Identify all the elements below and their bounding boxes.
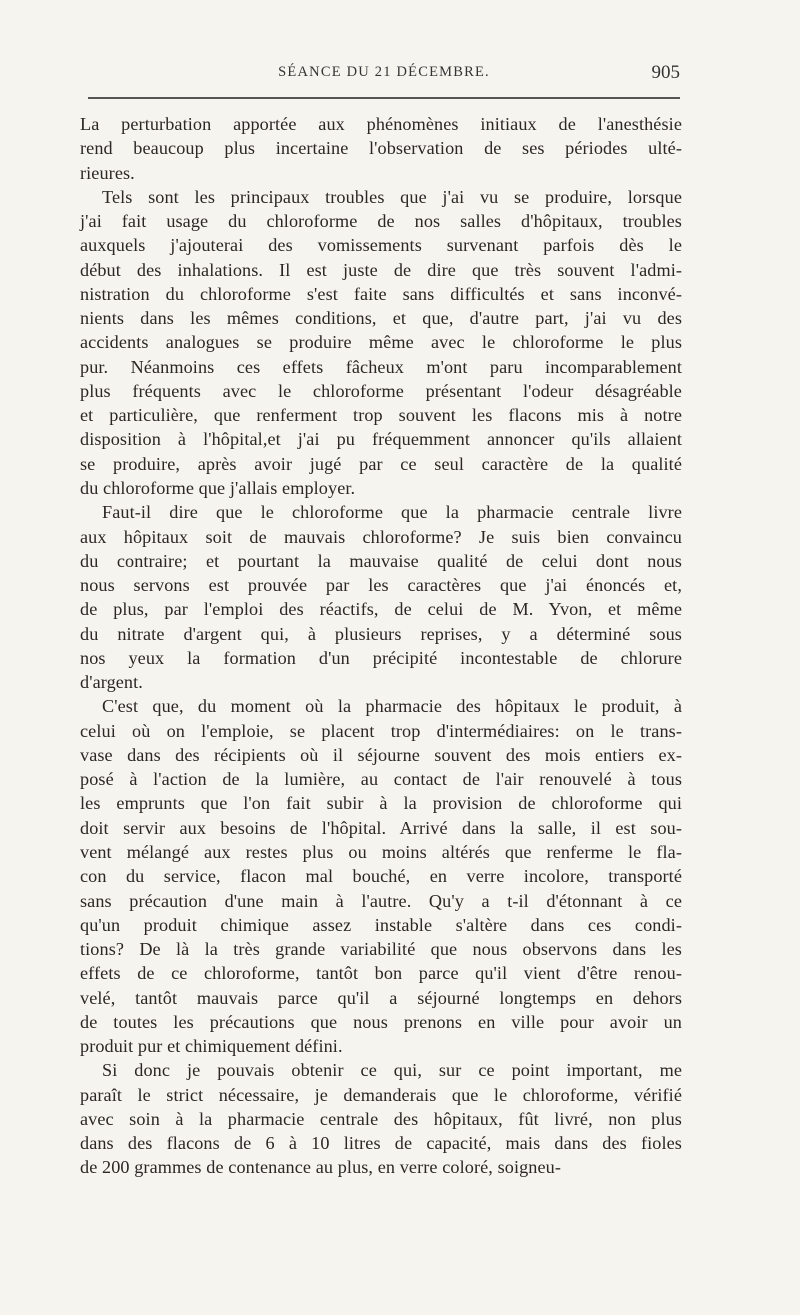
text-line: Faut-il dire que le chloroforme que la pharmacie centrale livre [102,502,682,523]
text-line: effets de ce chloroforme, tantôt bon parce qu'il vient d'être renou- [80,963,682,984]
text-line: celui où on l'emploie, se placent trop d'intermédiaires: on le trans- [80,720,682,741]
text-line: nos yeux la formation d'un précipité incontestable de chlorure [80,647,682,668]
paragraph [80,500,682,694]
text-line: rend beaucoup plus incertaine l'observation de ses périodes ulté- [80,138,682,159]
body-text [80,112,682,1180]
text-line: C'est que, du moment où la pharmacie des hôpitaux le produit, à [102,696,682,717]
text-line: aux hôpitaux soit de mauvais chloroforme? Je suis bien convaincu [80,526,682,547]
text-line: vent mélangé aux restes plus ou moins altérés que renferme le fla- [80,841,682,862]
text-line: paraît le strict nécessaire, je demanderais que le chloroforme, vérifié [80,1084,682,1105]
text-line: avec soin à la pharmacie centrale des hôpitaux, fût livré, non plus [80,1108,682,1129]
running-head [88,62,680,86]
text-line: disposition à l'hôpital,et j'ai pu fréquemment annoncer qu'ils allaient [80,429,682,450]
text-line: se produire, après avoir jugé par ce seul caractère de la qualité [80,453,682,474]
text-line: nistration du chloroforme s'est faite sans difficultés et sans inconvé- [80,283,682,304]
text-line: de toutes les précautions que nous prenons en ville pour avoir un [80,1011,682,1032]
header-rule [88,97,680,99]
text-line: nients dans les mêmes conditions, et que, d'autre part, j'ai vu des [80,308,682,329]
text-line: de 200 grammes de contenance au plus, en verre coloré, soigneu- [80,1157,562,1178]
paragraph [80,694,682,1058]
paragraph [80,1058,682,1179]
text-line: doit servir aux besoins de l'hôpital. Arrivé dans la salle, il est sou- [80,817,682,838]
text-line: d'argent. [80,672,143,693]
text-line: pur. Néanmoins ces effets fâcheux m'ont paru incomparablement [80,356,682,377]
text-line: velé, tantôt mauvais parce qu'il a séjourné longtemps en dehors [80,987,682,1008]
text-line: les emprunts que l'on fait subir à la provision de chloroforme qui [80,793,682,814]
text-line: du contraire; et pourtant la mauvaise qualité de celui dont nous [80,550,682,571]
text-line: vase dans des récipients où il séjourne souvent des mois entiers ex- [80,744,682,765]
text-line: du chloroforme que j'allais employer. [80,477,356,498]
text-line: Si donc je pouvais obtenir ce qui, sur ce point important, me [102,1060,682,1081]
text-line: posé à l'action de la lumière, au contact de l'air renouvelé à tous [80,769,682,790]
text-line: auxquels j'ajouterai des vomissements survenant parfois dès le [80,235,682,256]
text-line: tions? De là la très grande variabilité que nous observons dans les [80,939,682,960]
page-number: 905 [651,62,680,83]
paragraph [80,112,682,185]
text-line: et particulière, que renferment trop souvent les flacons mis à notre [80,405,682,426]
text-line: du nitrate d'argent qui, à plusieurs reprises, y a déterminé sous [80,623,682,644]
text-line: j'ai fait usage du chloroforme de nos salles d'hôpitaux, troubles [80,211,682,232]
text-line: Tels sont les principaux troubles que j'ai vu se produire, lorsque [102,186,682,207]
text-line: qu'un produit chimique assez instable s'altère dans ces condi- [80,914,682,935]
text-line: nous servons est prouvée par les caractères que j'ai énoncés et, [80,575,682,596]
text-line: produit pur et chimiquement défini. [80,1036,343,1057]
text-line: dans des flacons de 6 à 10 litres de capacité, mais dans des fioles [80,1133,682,1154]
text-line: plus fréquents avec le chloroforme présentant l'odeur désagréable [80,380,682,401]
running-title: SÉANCE DU 21 DÉCEMBRE. [278,64,490,80]
text-line: sans précaution d'une main à l'autre. Qu'y a t-il d'étonnant à ce [80,890,682,911]
text-line: La perturbation apportée aux phénomènes initiaux de l'anesthésie [80,114,682,134]
text-line: accidents analogues se produire même avec le chloroforme le plus [80,332,682,353]
text-line: rieures. [80,162,135,183]
text-line: de plus, par l'emploi des réactifs, de celui de M. Yvon, et même [80,599,682,620]
text-line: con du service, flacon mal bouché, en verre incolore, transporté [80,866,682,887]
paragraph [80,185,682,500]
text-line: début des inhalations. Il est juste de dire que très souvent l'admi- [80,259,682,280]
